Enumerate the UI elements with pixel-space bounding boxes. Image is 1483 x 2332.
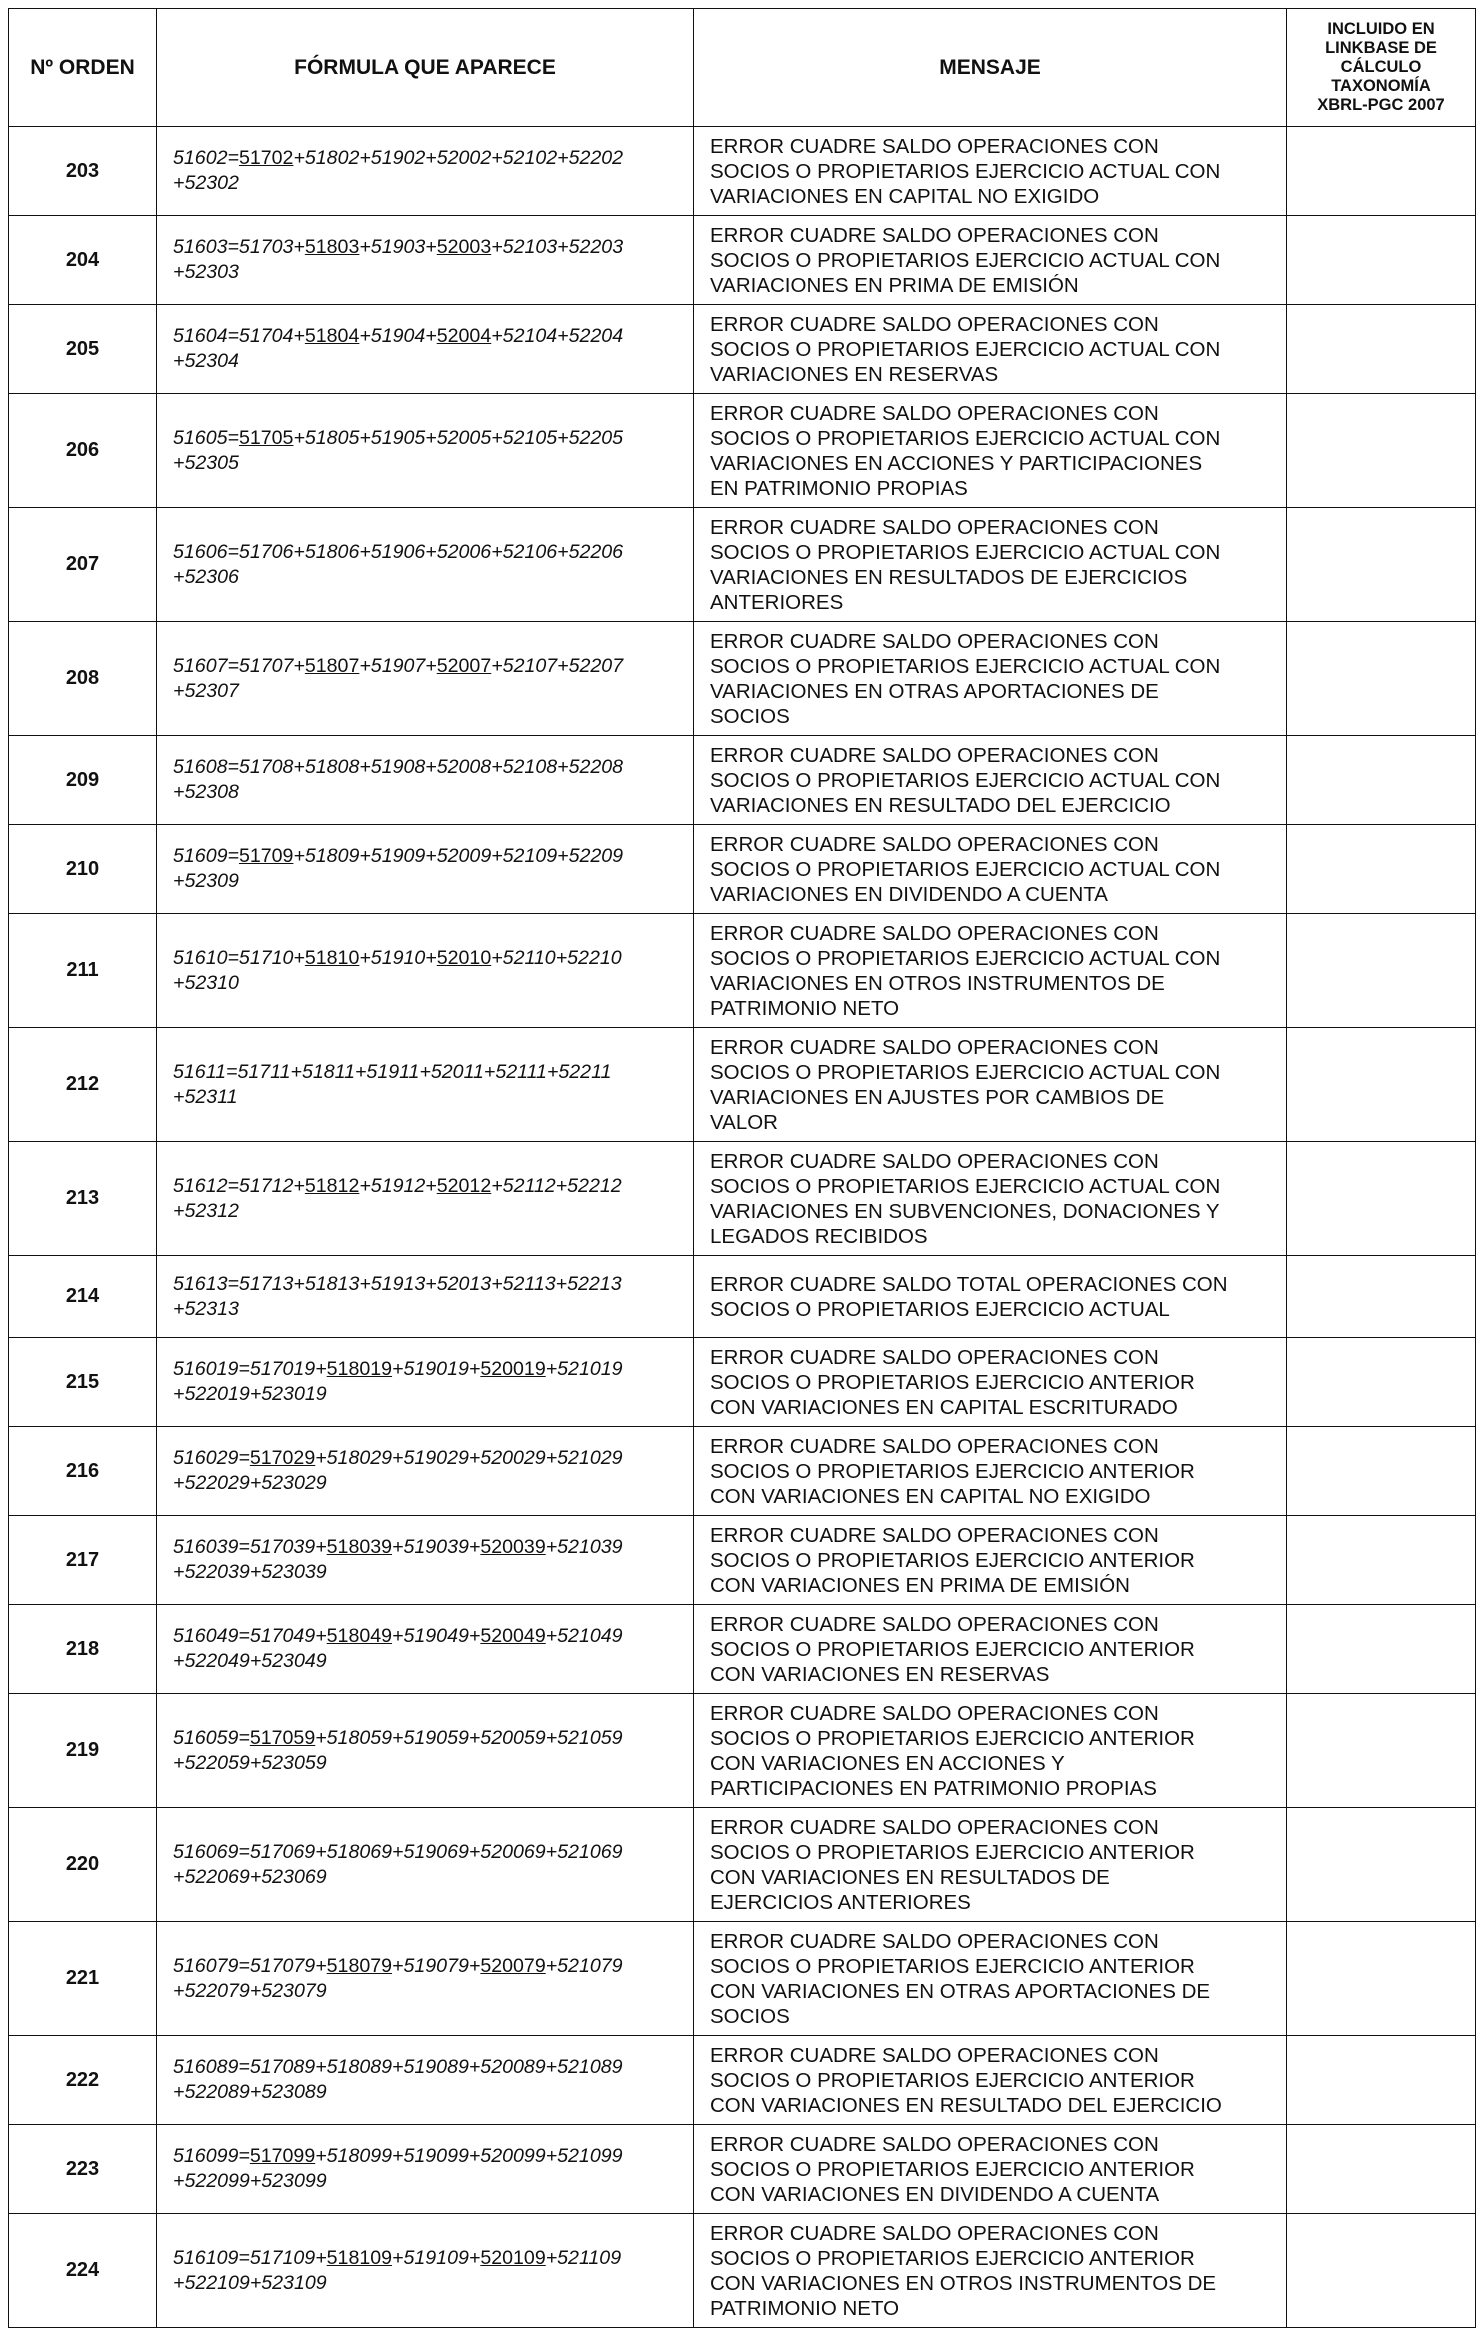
table-row <box>9 1256 1476 1338</box>
formula-term-underlined: 52003 <box>436 236 492 258</box>
formula-segment: +518059+519059+520059+521059 <box>315 1726 623 1749</box>
formula-term-underlined: 51807 <box>304 654 360 677</box>
formula-cell <box>157 1256 694 1338</box>
mensaje-line: SOCIOS O PROPIETARIOS EJERCICIO ANTERIOR <box>710 2157 1195 2181</box>
formula-term-underlined: 51810 <box>304 946 360 969</box>
formula-segment: +51904+ <box>359 325 437 347</box>
formula-segment: 51602= <box>173 147 239 169</box>
formula-segment: +521019 <box>545 1358 623 1380</box>
formula-term-underlined: 52007 <box>436 654 492 677</box>
mensaje-cell <box>694 1808 1287 1922</box>
formula-segment: +519049+ <box>392 1625 481 1647</box>
mensaje-line: CON VARIACIONES EN DIVIDENDO A CUENTA <box>710 2182 1160 2206</box>
table-row <box>9 1427 1476 1516</box>
formula-segment: +52303 <box>173 261 239 283</box>
formula-segment: +522039+523039 <box>173 1561 327 1583</box>
mensaje-line: VALOR <box>710 1110 778 1134</box>
formula-segment: 516059= <box>173 1726 250 1749</box>
mensaje-cell <box>694 1922 1287 2036</box>
formula-segment: +522099+523099 <box>173 2170 327 2192</box>
formula-term-underlined: 51804 <box>304 325 360 347</box>
formula-cell <box>157 305 694 394</box>
formula-segment: +52107+52207 <box>491 654 624 677</box>
formula-cell <box>157 2125 694 2214</box>
formula-term-underlined: 518039 <box>326 1536 393 1558</box>
mensaje-line: CON VARIACIONES EN CAPITAL ESCRITURADO <box>710 1395 1178 1419</box>
mensaje-line: CON VARIACIONES EN OTROS INSTRUMENTOS DE <box>710 2271 1217 2295</box>
formula-segment: +52305 <box>173 451 239 474</box>
mensaje-cell <box>694 1338 1287 1427</box>
formula-segment: +52306 <box>173 565 239 588</box>
formula-segment: 51608=51708+51808+51908+52008+52108+52208 <box>173 756 624 778</box>
mensaje-line: SOCIOS O PROPIETARIOS EJERCICIO ANTERIOR <box>710 1548 1195 1572</box>
mensaje-cell <box>694 2214 1287 2328</box>
mensaje-cell <box>694 2036 1287 2125</box>
mensaje-line: SOCIOS O PROPIETARIOS EJERCICIO ANTERIOR <box>710 2068 1195 2092</box>
mensaje-line: ERROR CUADRE SALDO OPERACIONES CON <box>710 2132 1159 2156</box>
mensaje-line: ERROR CUADRE SALDO OPERACIONES CON <box>710 1035 1159 1059</box>
mensaje-cell <box>694 1028 1287 1142</box>
incluido-cell <box>1287 2036 1476 2125</box>
mensaje-line: SOCIOS O PROPIETARIOS EJERCICIO ACTUAL CON <box>710 159 1221 183</box>
formula-segment: +51912+ <box>359 1174 437 1197</box>
formula-cell <box>157 1142 694 1256</box>
formula-segment: 516079=517079+ <box>173 1954 327 1977</box>
formula-segment: 516019=517019+ <box>173 1358 327 1380</box>
orden-cell: 223 <box>9 2125 157 2214</box>
table-row <box>9 1922 1476 2036</box>
formula-segment: 516109=517109+ <box>173 2246 327 2269</box>
formula-segment: 51606=51706+51806+51906+52006+52106+52206 <box>173 540 624 563</box>
mensaje-line: VARIACIONES EN SUBVENCIONES, DONACIONES Y <box>710 1199 1220 1223</box>
orden-cell: 205 <box>9 305 157 394</box>
orden-cell: 210 <box>9 825 157 914</box>
formula-segment: +521039 <box>545 1536 623 1558</box>
table-row <box>9 622 1476 736</box>
orden-cell: 207 <box>9 508 157 622</box>
orden-cell: 215 <box>9 1338 157 1427</box>
mensaje-line: ERROR CUADRE SALDO OPERACIONES CON <box>710 312 1159 336</box>
mensaje-cell <box>694 305 1287 394</box>
table-row <box>9 127 1476 216</box>
formula-segment: +52313 <box>173 1297 239 1320</box>
mensaje-line: ERROR CUADRE SALDO OPERACIONES CON <box>710 134 1159 158</box>
incluido-cell <box>1287 305 1476 394</box>
mensaje-line: SOCIOS <box>710 2004 790 2028</box>
formula-segment: +52309 <box>173 870 239 892</box>
formula-term-underlined: 51705 <box>238 426 294 449</box>
orden-cell: 213 <box>9 1142 157 1256</box>
mensaje-line: SOCIOS O PROPIETARIOS EJERCICIO ANTERIOR <box>710 1726 1195 1750</box>
formula-term-underlined: 517059 <box>249 1726 316 1749</box>
mensaje-line: ERROR CUADRE SALDO OPERACIONES CON <box>710 629 1159 653</box>
formula-segment: +522059+523059 <box>173 1751 327 1774</box>
mensaje-line: LEGADOS RECIBIDOS <box>710 1224 928 1248</box>
mensaje-cell <box>694 1694 1287 1808</box>
formula-term-underlined: 520039 <box>480 1536 546 1558</box>
mensaje-line: SOCIOS O PROPIETARIOS EJERCICIO ACTUAL CON <box>710 540 1221 564</box>
formula-segment: +518029+519029+520029+521029 <box>315 1447 623 1469</box>
mensaje-line: SOCIOS O PROPIETARIOS EJERCICIO ANTERIOR <box>710 1637 1195 1661</box>
mensaje-cell <box>694 1605 1287 1694</box>
formula-segment: 51610=51710+ <box>173 946 305 969</box>
formula-segment: 51607=51707+ <box>173 654 305 677</box>
header-incluido <box>1287 9 1476 127</box>
mensaje-line: ERROR CUADRE SALDO OPERACIONES CON <box>710 921 1159 945</box>
incluido-cell <box>1287 1516 1476 1605</box>
formula-segment: +519109+ <box>392 2246 481 2269</box>
mensaje-cell <box>694 914 1287 1028</box>
incluido-cell <box>1287 2125 1476 2214</box>
mensaje-cell <box>694 1142 1287 1256</box>
mensaje-line: VARIACIONES EN OTROS INSTRUMENTOS DE <box>710 971 1165 995</box>
incluido-cell <box>1287 914 1476 1028</box>
formula-segment: +51910+ <box>359 946 437 969</box>
incluido-cell <box>1287 127 1476 216</box>
incluido-cell <box>1287 736 1476 825</box>
mensaje-line: VARIACIONES EN AJUSTES POR CAMBIOS DE <box>710 1085 1165 1109</box>
formula-term-underlined: 52012 <box>436 1174 492 1197</box>
table-row <box>9 2036 1476 2125</box>
mensaje-line: ERROR CUADRE SALDO OPERACIONES CON <box>710 2221 1159 2245</box>
header-formula: FÓRMULA QUE APARECE <box>157 9 694 127</box>
formula-cell <box>157 394 694 508</box>
formula-cell <box>157 216 694 305</box>
mensaje-cell <box>694 394 1287 508</box>
mensaje-line: VARIACIONES EN DIVIDENDO A CUENTA <box>710 882 1108 906</box>
orden-cell: 204 <box>9 216 157 305</box>
mensaje-line: SOCIOS O PROPIETARIOS EJERCICIO ACTUAL CON <box>710 1174 1221 1198</box>
formula-segment: 516089=517089+518089+519089+520089+521089 <box>173 2056 623 2078</box>
table-row <box>9 1516 1476 1605</box>
formula-cell <box>157 1808 694 1922</box>
incluido-cell <box>1287 1922 1476 2036</box>
mensaje-line: SOCIOS O PROPIETARIOS EJERCICIO ANTERIOR <box>710 1954 1195 1978</box>
table-row <box>9 1142 1476 1256</box>
header-incluido-line: INCLUIDO EN <box>1327 20 1435 38</box>
mensaje-line: CON VARIACIONES EN RESULTADOS DE <box>710 1865 1110 1889</box>
mensaje-line: CON VARIACIONES EN RESERVAS <box>710 1662 1050 1686</box>
mensaje-line: ERROR CUADRE SALDO OPERACIONES CON <box>710 1815 1159 1839</box>
formula-term-underlined: 520109 <box>480 2246 546 2269</box>
table-row <box>9 825 1476 914</box>
mensaje-line: PATRIMONIO NETO <box>710 996 900 1020</box>
orden-cell: 218 <box>9 1605 157 1694</box>
formula-term-underlined: 518109 <box>326 2246 393 2269</box>
mensaje-cell <box>694 2125 1287 2214</box>
formula-segment: 516099= <box>173 2145 250 2167</box>
mensaje-cell <box>694 1256 1287 1338</box>
formula-cell <box>157 1338 694 1427</box>
mensaje-line: VARIACIONES EN RESULTADO DEL EJERCICIO <box>710 793 1171 817</box>
header-incluido-line: CÁLCULO <box>1340 58 1422 76</box>
orden-cell: 222 <box>9 2036 157 2125</box>
mensaje-line: ERROR CUADRE SALDO OPERACIONES CON <box>710 515 1159 539</box>
mensaje-cell <box>694 622 1287 736</box>
formula-segment: 51605= <box>173 426 239 449</box>
formula-term-underlined: 520079 <box>480 1954 546 1977</box>
table-row <box>9 736 1476 825</box>
formula-segment: +52311 <box>173 1085 238 1108</box>
orden-cell: 214 <box>9 1256 157 1338</box>
formula-segment: +51805+51905+52005+52105+52205 <box>293 426 624 449</box>
mensaje-line: SOCIOS O PROPIETARIOS EJERCICIO ACTUAL CON <box>710 248 1221 272</box>
formula-segment: +522019+523019 <box>173 1383 327 1405</box>
formula-segment: +52302 <box>173 172 239 194</box>
mensaje-line: ERROR CUADRE SALDO OPERACIONES CON <box>710 2043 1159 2067</box>
mensaje-line: ERROR CUADRE SALDO OPERACIONES CON <box>710 223 1159 247</box>
mensaje-cell <box>694 127 1287 216</box>
mensaje-line: ERROR CUADRE SALDO OPERACIONES CON <box>710 832 1159 856</box>
incluido-cell <box>1287 1605 1476 1694</box>
mensaje-line: PARTICIPACIONES EN PATRIMONIO PROPIAS <box>710 1776 1157 1800</box>
formula-segment: +522049+523049 <box>173 1650 327 1672</box>
formula-table <box>8 8 1476 2328</box>
formula-cell <box>157 1605 694 1694</box>
formula-term-underlined: 520049 <box>480 1625 546 1647</box>
formula-segment: +521079 <box>545 1954 623 1977</box>
mensaje-line: SOCIOS O PROPIETARIOS EJERCICIO ACTUAL CON <box>710 857 1221 881</box>
mensaje-line: SOCIOS <box>710 704 790 728</box>
mensaje-line: ANTERIORES <box>710 590 844 614</box>
mensaje-line: SOCIOS O PROPIETARIOS EJERCICIO ACTUAL CON <box>710 946 1221 970</box>
mensaje-line: VARIACIONES EN RESULTADOS DE EJERCICIOS <box>710 565 1188 589</box>
mensaje-line: ERROR CUADRE SALDO OPERACIONES CON <box>710 1149 1159 1173</box>
formula-cell <box>157 2036 694 2125</box>
table-row <box>9 305 1476 394</box>
mensaje-line: SOCIOS O PROPIETARIOS EJERCICIO ACTUAL <box>710 1297 1170 1321</box>
mensaje-line: SOCIOS O PROPIETARIOS EJERCICIO ACTUAL CON <box>710 1060 1221 1084</box>
formula-cell <box>157 1516 694 1605</box>
incluido-cell <box>1287 394 1476 508</box>
formula-segment: +519019+ <box>392 1358 481 1380</box>
incluido-cell <box>1287 622 1476 736</box>
mensaje-line: SOCIOS O PROPIETARIOS EJERCICIO ANTERIOR <box>710 1459 1195 1483</box>
formula-cell <box>157 1694 694 1808</box>
formula-term-underlined: 51803 <box>304 236 360 258</box>
formula-cell <box>157 1922 694 2036</box>
formula-cell <box>157 508 694 622</box>
mensaje-line: ERROR CUADRE SALDO TOTAL OPERACIONES CON <box>710 1272 1228 1296</box>
formula-segment: +519039+ <box>392 1536 481 1558</box>
formula-segment: 51613=51713+51813+51913+52013+52113+52213 <box>173 1272 622 1295</box>
formula-segment: +51802+51902+52002+52102+52202 <box>293 147 624 169</box>
formula-segment: +522079+523079 <box>173 1979 327 2002</box>
formula-segment: 516039=517039+ <box>173 1536 327 1558</box>
mensaje-line: VARIACIONES EN RESERVAS <box>710 362 999 386</box>
mensaje-line: ERROR CUADRE SALDO OPERACIONES CON <box>710 1929 1159 1953</box>
mensaje-line: EJERCICIOS ANTERIORES <box>710 1890 971 1914</box>
mensaje-line: SOCIOS O PROPIETARIOS EJERCICIO ACTUAL CON <box>710 654 1221 678</box>
incluido-cell <box>1287 1808 1476 1922</box>
formula-cell <box>157 622 694 736</box>
formula-segment: 516069=517069+518069+519069+520069+521069 <box>173 1840 623 1863</box>
formula-segment: 51609= <box>173 845 239 867</box>
formula-segment: +522089+523089 <box>173 2081 327 2103</box>
formula-segment: +52110+52210 <box>491 946 622 969</box>
formula-term-underlined: 52010 <box>436 946 492 969</box>
header-row <box>9 9 1476 127</box>
incluido-cell <box>1287 1142 1476 1256</box>
orden-cell: 217 <box>9 1516 157 1605</box>
formula-segment: +52312 <box>173 1199 239 1222</box>
orden-cell: 203 <box>9 127 157 216</box>
table-row <box>9 1605 1476 1694</box>
formula-segment: +51907+ <box>359 654 437 677</box>
mensaje-line: CON VARIACIONES EN ACCIONES Y <box>710 1751 1065 1775</box>
formula-segment: +51903+ <box>359 236 437 258</box>
mensaje-line: CON VARIACIONES EN PRIMA DE EMISIÓN <box>710 1573 1130 1597</box>
formula-segment: +522069+523069 <box>173 1865 327 1888</box>
mensaje-cell <box>694 1516 1287 1605</box>
orden-cell: 206 <box>9 394 157 508</box>
mensaje-cell <box>694 508 1287 622</box>
orden-cell: 219 <box>9 1694 157 1808</box>
mensaje-line: VARIACIONES EN OTRAS APORTACIONES DE <box>710 679 1159 703</box>
mensaje-cell <box>694 825 1287 914</box>
formula-segment: +52310 <box>173 971 239 994</box>
mensaje-line: SOCIOS O PROPIETARIOS EJERCICIO ANTERIOR <box>710 1840 1195 1864</box>
mensaje-line: PATRIMONIO NETO <box>710 2296 900 2320</box>
mensaje-line: SOCIOS O PROPIETARIOS EJERCICIO ANTERIOR <box>710 1370 1195 1394</box>
mensaje-line: VARIACIONES EN ACCIONES Y PARTICIPACIONES <box>710 451 1203 475</box>
formula-segment: +52104+52204 <box>491 325 624 347</box>
orden-cell: 209 <box>9 736 157 825</box>
formula-segment: +52112+52212 <box>491 1174 622 1197</box>
orden-cell: 208 <box>9 622 157 736</box>
mensaje-line: ERROR CUADRE SALDO OPERACIONES CON <box>710 1612 1159 1636</box>
table-row <box>9 2214 1476 2328</box>
mensaje-line: ERROR CUADRE SALDO OPERACIONES CON <box>710 1523 1159 1547</box>
formula-segment: +518099+519099+520099+521099 <box>315 2145 623 2167</box>
orden-cell: 221 <box>9 1922 157 2036</box>
mensaje-line: CON VARIACIONES EN OTRAS APORTACIONES DE <box>710 1979 1211 2003</box>
formula-segment: 516029= <box>173 1447 250 1469</box>
header-orden: Nº ORDEN <box>9 9 157 127</box>
formula-term-underlined: 520019 <box>480 1358 546 1380</box>
formula-cell <box>157 1427 694 1516</box>
formula-segment: 51603=51703+ <box>173 236 305 258</box>
mensaje-line: ERROR CUADRE SALDO OPERACIONES CON <box>710 743 1159 767</box>
table-row <box>9 2125 1476 2214</box>
formula-term-underlined: 518079 <box>326 1954 393 1977</box>
formula-cell <box>157 825 694 914</box>
incluido-cell <box>1287 508 1476 622</box>
header-incluido-line: LINKBASE DE <box>1325 39 1437 57</box>
orden-cell: 216 <box>9 1427 157 1516</box>
document-page <box>8 8 1475 2328</box>
formula-term-underlined: 517029 <box>249 1447 316 1469</box>
mensaje-line: SOCIOS O PROPIETARIOS EJERCICIO ACTUAL CON <box>710 337 1221 361</box>
formula-cell <box>157 914 694 1028</box>
orden-cell: 220 <box>9 1808 157 1922</box>
formula-cell <box>157 1028 694 1142</box>
mensaje-line: SOCIOS O PROPIETARIOS EJERCICIO ACTUAL CON <box>710 426 1221 450</box>
formula-term-underlined: 518019 <box>326 1358 393 1380</box>
orden-cell: 224 <box>9 2214 157 2328</box>
orden-cell: 212 <box>9 1028 157 1142</box>
table-row <box>9 914 1476 1028</box>
formula-segment: 51612=51712+ <box>173 1174 305 1197</box>
table-row <box>9 216 1476 305</box>
table-row <box>9 1694 1476 1808</box>
orden-cell: 211 <box>9 914 157 1028</box>
mensaje-cell <box>694 1427 1287 1516</box>
mensaje-cell <box>694 216 1287 305</box>
mensaje-cell <box>694 736 1287 825</box>
formula-segment: +51809+51909+52009+52109+52209 <box>293 845 624 867</box>
incluido-cell <box>1287 216 1476 305</box>
formula-segment: +52304 <box>173 350 239 372</box>
mensaje-line: ERROR CUADRE SALDO OPERACIONES CON <box>710 1434 1159 1458</box>
table-row <box>9 1808 1476 1922</box>
formula-segment: +52308 <box>173 781 239 803</box>
table-body <box>9 127 1476 2328</box>
formula-cell <box>157 736 694 825</box>
incluido-cell <box>1287 1256 1476 1338</box>
formula-segment: +522109+523109 <box>173 2271 327 2294</box>
table-row <box>9 508 1476 622</box>
mensaje-line: SOCIOS O PROPIETARIOS EJERCICIO ANTERIOR <box>710 2246 1195 2270</box>
header-incluido-line: TAXONOMÍA <box>1331 77 1431 95</box>
formula-segment: 51604=51704+ <box>173 325 305 347</box>
formula-segment: +521109 <box>545 2246 622 2269</box>
mensaje-line: ERROR CUADRE SALDO OPERACIONES CON <box>710 1345 1159 1369</box>
table-row <box>9 394 1476 508</box>
table-row <box>9 1338 1476 1427</box>
table-row <box>9 1028 1476 1142</box>
formula-term-underlined: 51702 <box>238 147 294 169</box>
formula-segment: 51611=51711+51811+51911+52011+52111+52211 <box>173 1060 612 1083</box>
mensaje-line: EN PATRIMONIO PROPIAS <box>710 476 968 500</box>
mensaje-line: ERROR CUADRE SALDO OPERACIONES CON <box>710 401 1159 425</box>
mensaje-line: SOCIOS O PROPIETARIOS EJERCICIO ACTUAL CON <box>710 768 1221 792</box>
incluido-cell <box>1287 825 1476 914</box>
incluido-cell <box>1287 1427 1476 1516</box>
incluido-cell <box>1287 1694 1476 1808</box>
formula-term-underlined: 518049 <box>326 1625 393 1647</box>
formula-cell <box>157 127 694 216</box>
incluido-cell <box>1287 1028 1476 1142</box>
header-mensaje: MENSAJE <box>694 9 1287 127</box>
incluido-cell <box>1287 1338 1476 1427</box>
mensaje-line: ERROR CUADRE SALDO OPERACIONES CON <box>710 1701 1159 1725</box>
mensaje-line: CON VARIACIONES EN CAPITAL NO EXIGIDO <box>710 1484 1151 1508</box>
formula-segment: +52307 <box>173 679 239 702</box>
formula-segment: 516049=517049+ <box>173 1625 327 1647</box>
table-header <box>9 9 1476 127</box>
formula-term-underlined: 52004 <box>436 325 492 347</box>
header-incluido-line: XBRL-PGC 2007 <box>1317 96 1445 114</box>
formula-cell <box>157 2214 694 2328</box>
formula-term-underlined: 51709 <box>238 845 294 867</box>
formula-segment: +521049 <box>545 1625 623 1647</box>
formula-segment: +522029+523029 <box>173 1472 327 1494</box>
incluido-cell <box>1287 2214 1476 2328</box>
mensaje-line: VARIACIONES EN CAPITAL NO EXIGIDO <box>710 184 1100 208</box>
mensaje-line: CON VARIACIONES EN RESULTADO DEL EJERCICIO <box>710 2093 1222 2117</box>
mensaje-line: VARIACIONES EN PRIMA DE EMISIÓN <box>710 273 1079 297</box>
formula-segment: +519079+ <box>392 1954 481 1977</box>
formula-term-underlined: 517099 <box>249 2145 316 2167</box>
formula-segment: +52103+52203 <box>491 236 624 258</box>
formula-term-underlined: 51812 <box>304 1174 360 1197</box>
